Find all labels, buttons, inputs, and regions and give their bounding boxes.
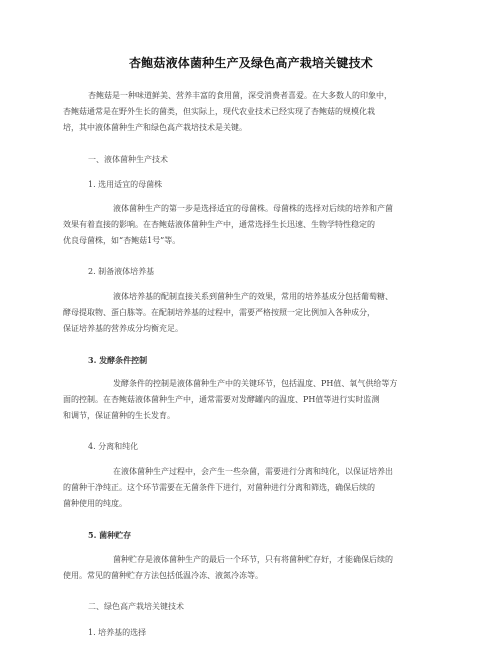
item-3-line-2: 面的控制。在杏鲍菇液体菌种生产中，通常需要对发酵罐内的温度、PH值等进行实时监测 [63, 395, 380, 404]
document-title: 杏鲍菇液体菌种生产及绿色高产栽培关键技术 [128, 56, 373, 70]
item-3-heading: 3. 发酵条件控制 [88, 355, 148, 365]
item-5-line-1: 菌种贮存是液体菌种生产的最后一个环节，只有将菌种贮存好，才能确保后续的 [113, 555, 393, 564]
item-3-line-3: 和调节，保证菌种的生长发育。 [63, 411, 175, 420]
item-2-line-3: 保证培养基的营养成分均衡充足。 [63, 324, 183, 333]
intro-line-3: 培，其中液体菌种生产和绿色高产栽培技术是关键。 [63, 123, 247, 132]
section-2-heading: 二、绿色高产栽培关键技术 [88, 602, 184, 611]
item-4-line-2: 的菌种干净纯正。这个环节需要在无菌条件下进行，对菌种进行分离和筛选，确保后续的 [63, 483, 375, 492]
item-1-line-1: 液体菌种生产的第一步是选择适宜的母菌株。母菌株的选择对后续的培养和产菌 [113, 204, 393, 213]
section-1-heading: 一、液体菌种生产技术 [88, 155, 168, 164]
item-1-line-3: 优良母菌株，如“杏鲍菇1号”等。 [63, 236, 181, 245]
item-2-heading: 2. 制备液体培养基 [88, 267, 155, 276]
item-5-line-2: 使用。常见的菌种贮存方法包括低温冷冻、液氮冷冻等。 [63, 571, 263, 580]
item-4-heading: 4. 分离和纯化 [88, 442, 139, 451]
item-4-line-1: 在液体菌种生产过程中，会产生一些杂菌，需要进行分离和纯化，以保证培养出 [113, 467, 393, 476]
item-1-heading: 1. 选用适宜的母菌株 [88, 180, 163, 189]
intro-line-2: 杏鲍菇通常是在野外生长的菌类，但实际上，现代农业技术已经实现了杏鲍菇的规模化栽 [63, 107, 375, 116]
item-2-line-2: 酵母提取物、蛋白胨等。在配制培养基的过程中，需要严格按照一定比例加入各种成分， [63, 308, 375, 317]
item-1-line-2: 效果有着直接的影响。在杏鲍菇液体菌种生产中，通常选择生长迅速、生物学特性稳定的 [63, 220, 375, 229]
item-2-line-1: 液体培养基的配制直接关系到菌种生产的效果，常用的培养基成分包括葡萄糖、 [113, 292, 393, 301]
item-5-heading: 5. 菌种贮存 [88, 530, 132, 540]
item-4-line-3: 菌种使用的纯度。 [63, 499, 127, 508]
section-2-item-1-heading: 1. 培养基的选择 [88, 628, 147, 637]
item-3-line-1: 发酵条件的控制是液体菌种生产中的关键环节，包括温度、PH值、氧气供给等方 [113, 379, 398, 388]
intro-line-1: 杏鲍菇是一种味道鲜美、营养丰富的食用菌，深受消费者喜爱。在大多数人的印象中， [88, 91, 392, 100]
